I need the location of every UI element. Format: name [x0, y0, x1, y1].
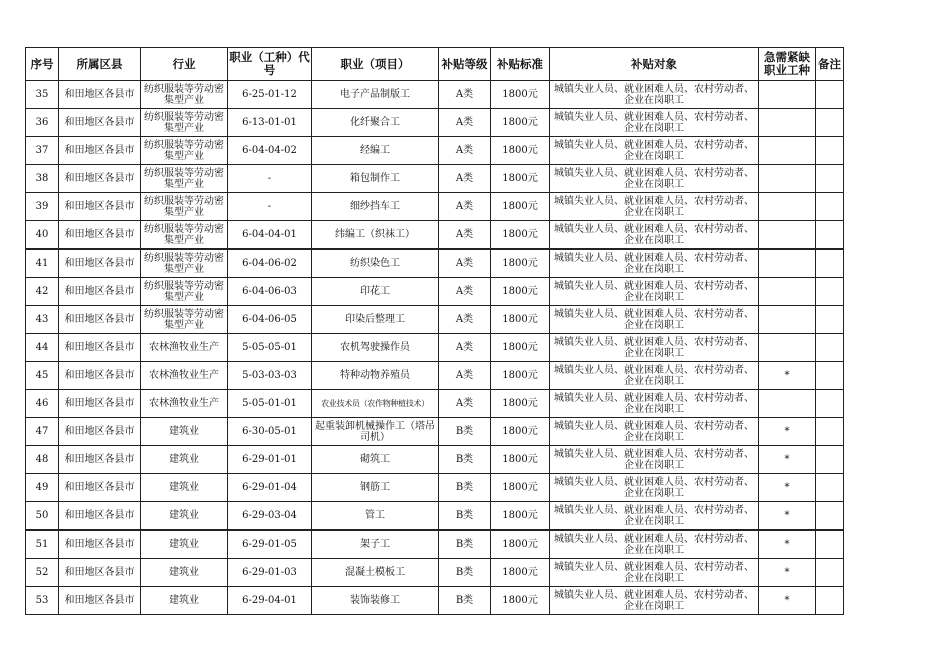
cell-occupation: 架子工 — [312, 530, 439, 559]
cell-remark — [816, 221, 844, 250]
cell-standard: 1800元 — [491, 390, 550, 418]
header-remark: 备注 — [816, 48, 844, 81]
cell-occupation: 纬编工（织袜工） — [312, 221, 439, 250]
cell-standard: 1800元 — [491, 165, 550, 193]
cell-standard: 1800元 — [491, 109, 550, 137]
cell-level: B类 — [439, 587, 491, 615]
cell-remark — [816, 249, 844, 278]
cell-level: A类 — [439, 165, 491, 193]
cell-target: 城镇失业人员、就业困难人员、农村劳动者、企业在岗职工 — [550, 306, 759, 334]
cell-occupation: 电子产品制版工 — [312, 81, 439, 109]
cell-target: 城镇失业人员、就业困难人员、农村劳动者、企业在岗职工 — [550, 249, 759, 278]
cell-industry: 纺织服装等劳动密集型产业 — [141, 278, 228, 306]
cell-seq: 43 — [26, 306, 59, 334]
cell-industry: 纺织服装等劳动密集型产业 — [141, 193, 228, 221]
cell-industry: 纺织服装等劳动密集型产业 — [141, 249, 228, 278]
cell-target: 城镇失业人员、就业困难人员、农村劳动者、企业在岗职工 — [550, 81, 759, 109]
cell-urgent — [759, 278, 816, 306]
cell-occupation: 钢筋工 — [312, 474, 439, 502]
cell-seq: 39 — [26, 193, 59, 221]
cell-region: 和田地区各县市 — [59, 165, 141, 193]
cell-occupation: 特种动物养殖员 — [312, 362, 439, 390]
cell-industry: 纺织服装等劳动密集型产业 — [141, 137, 228, 165]
cell-remark — [816, 362, 844, 390]
cell-region: 和田地区各县市 — [59, 446, 141, 474]
cell-target: 城镇失业人员、就业困难人员、农村劳动者、企业在岗职工 — [550, 109, 759, 137]
cell-code: 5-05-01-01 — [228, 390, 312, 418]
cell-seq: 42 — [26, 278, 59, 306]
cell-level: A类 — [439, 249, 491, 278]
cell-standard: 1800元 — [491, 446, 550, 474]
cell-remark — [816, 446, 844, 474]
cell-remark — [816, 137, 844, 165]
cell-industry: 农林渔牧业生产 — [141, 362, 228, 390]
cell-seq: 36 — [26, 109, 59, 137]
table-row — [26, 530, 844, 559]
cell-occupation: 农业技术员（农作物种植技术） — [312, 390, 439, 418]
table-row — [26, 502, 844, 531]
cell-occupation: 经编工 — [312, 137, 439, 165]
cell-industry: 纺织服装等劳动密集型产业 — [141, 306, 228, 334]
table-row — [26, 334, 844, 362]
cell-level: A类 — [439, 390, 491, 418]
header-industry: 行业 — [141, 48, 228, 81]
cell-seq: 46 — [26, 390, 59, 418]
cell-target: 城镇失业人员、就业困难人员、农村劳动者、企业在岗职工 — [550, 221, 759, 250]
cell-urgent — [759, 221, 816, 250]
cell-level: B类 — [439, 418, 491, 446]
cell-level: A类 — [439, 109, 491, 137]
table-row — [26, 306, 844, 334]
header-urgent: 急需紧缺职业工种 — [759, 48, 816, 81]
table-row — [26, 193, 844, 221]
cell-target: 城镇失业人员、就业困难人员、农村劳动者、企业在岗职工 — [550, 587, 759, 615]
cell-target: 城镇失业人员、就业困难人员、农村劳动者、企业在岗职工 — [550, 390, 759, 418]
cell-industry: 建筑业 — [141, 587, 228, 615]
cell-seq: 51 — [26, 530, 59, 559]
cell-industry: 建筑业 — [141, 559, 228, 587]
cell-code: 6-30-05-01 — [228, 418, 312, 446]
cell-code: - — [228, 193, 312, 221]
cell-target: 城镇失业人员、就业困难人员、农村劳动者、企业在岗职工 — [550, 165, 759, 193]
cell-target: 城镇失业人员、就业困难人员、农村劳动者、企业在岗职工 — [550, 502, 759, 531]
cell-remark — [816, 418, 844, 446]
cell-occupation: 纺织染色工 — [312, 249, 439, 278]
cell-urgent — [759, 334, 816, 362]
cell-standard: 1800元 — [491, 530, 550, 559]
cell-level: B类 — [439, 502, 491, 531]
cell-region: 和田地区各县市 — [59, 474, 141, 502]
cell-standard: 1800元 — [491, 362, 550, 390]
cell-industry: 纺织服装等劳动密集型产业 — [141, 109, 228, 137]
cell-remark — [816, 390, 844, 418]
cell-occupation: 印染后整理工 — [312, 306, 439, 334]
cell-urgent — [759, 249, 816, 278]
table-row — [26, 109, 844, 137]
cell-seq: 37 — [26, 137, 59, 165]
cell-industry: 建筑业 — [141, 418, 228, 446]
table-row — [26, 221, 844, 250]
cell-urgent: * — [759, 362, 816, 390]
cell-region: 和田地区各县市 — [59, 362, 141, 390]
cell-urgent: * — [759, 530, 816, 559]
header-code: 职业（工种）代号 — [228, 48, 312, 81]
cell-code: 6-29-01-03 — [228, 559, 312, 587]
cell-remark — [816, 530, 844, 559]
cell-seq: 50 — [26, 502, 59, 531]
cell-occupation: 砌筑工 — [312, 446, 439, 474]
cell-remark — [816, 165, 844, 193]
cell-standard: 1800元 — [491, 559, 550, 587]
cell-region: 和田地区各县市 — [59, 502, 141, 531]
cell-region: 和田地区各县市 — [59, 334, 141, 362]
table-row — [26, 249, 844, 278]
cell-standard: 1800元 — [491, 81, 550, 109]
cell-region: 和田地区各县市 — [59, 193, 141, 221]
cell-code: 6-29-01-01 — [228, 446, 312, 474]
cell-occupation: 印花工 — [312, 278, 439, 306]
cell-remark — [816, 306, 844, 334]
cell-level: B类 — [439, 446, 491, 474]
cell-industry: 建筑业 — [141, 530, 228, 559]
cell-standard: 1800元 — [491, 249, 550, 278]
table-row — [26, 446, 844, 474]
cell-standard: 1800元 — [491, 587, 550, 615]
cell-level: A类 — [439, 221, 491, 250]
cell-code: 6-29-04-01 — [228, 587, 312, 615]
cell-urgent — [759, 137, 816, 165]
cell-code: 5-05-05-01 — [228, 334, 312, 362]
cell-seq: 49 — [26, 474, 59, 502]
cell-target: 城镇失业人员、就业困难人员、农村劳动者、企业在岗职工 — [550, 362, 759, 390]
cell-occupation: 起重装卸机械操作工（塔吊司机） — [312, 418, 439, 446]
cell-region: 和田地区各县市 — [59, 109, 141, 137]
cell-region: 和田地区各县市 — [59, 221, 141, 250]
cell-urgent: * — [759, 559, 816, 587]
cell-urgent — [759, 193, 816, 221]
cell-level: B类 — [439, 474, 491, 502]
cell-urgent — [759, 81, 816, 109]
cell-code: 6-25-01-12 — [228, 81, 312, 109]
cell-target: 城镇失业人员、就业困难人员、农村劳动者、企业在岗职工 — [550, 446, 759, 474]
cell-target: 城镇失业人员、就业困难人员、农村劳动者、企业在岗职工 — [550, 474, 759, 502]
cell-remark — [816, 278, 844, 306]
cell-target: 城镇失业人员、就业困难人员、农村劳动者、企业在岗职工 — [550, 278, 759, 306]
cell-remark — [816, 81, 844, 109]
cell-urgent: * — [759, 502, 816, 531]
cell-code: - — [228, 165, 312, 193]
table-row — [26, 362, 844, 390]
cell-seq: 38 — [26, 165, 59, 193]
cell-target: 城镇失业人员、就业困难人员、农村劳动者、企业在岗职工 — [550, 418, 759, 446]
cell-remark — [816, 474, 844, 502]
cell-urgent: * — [759, 446, 816, 474]
cell-level: A类 — [439, 81, 491, 109]
cell-seq: 48 — [26, 446, 59, 474]
cell-code: 6-04-06-03 — [228, 278, 312, 306]
cell-urgent: * — [759, 474, 816, 502]
cell-remark — [816, 587, 844, 615]
cell-level: A类 — [439, 278, 491, 306]
header-standard: 补贴标准 — [491, 48, 550, 81]
cell-occupation: 细纱挡车工 — [312, 193, 439, 221]
cell-urgent — [759, 109, 816, 137]
cell-seq: 41 — [26, 249, 59, 278]
table-row — [26, 559, 844, 587]
cell-target: 城镇失业人员、就业困难人员、农村劳动者、企业在岗职工 — [550, 530, 759, 559]
cell-standard: 1800元 — [491, 502, 550, 531]
table-row — [26, 474, 844, 502]
cell-code: 6-13-01-01 — [228, 109, 312, 137]
cell-level: B类 — [439, 530, 491, 559]
cell-target: 城镇失业人员、就业困难人员、农村劳动者、企业在岗职工 — [550, 137, 759, 165]
subsidy-table — [25, 47, 844, 615]
cell-standard: 1800元 — [491, 334, 550, 362]
cell-urgent — [759, 390, 816, 418]
cell-occupation: 化纤聚合工 — [312, 109, 439, 137]
header-seq: 序号 — [26, 48, 59, 81]
cell-standard: 1800元 — [491, 137, 550, 165]
header-row — [26, 48, 844, 81]
cell-seq: 53 — [26, 587, 59, 615]
cell-level: B类 — [439, 559, 491, 587]
cell-urgent: * — [759, 587, 816, 615]
cell-occupation: 混凝土模板工 — [312, 559, 439, 587]
cell-remark — [816, 502, 844, 531]
cell-standard: 1800元 — [491, 278, 550, 306]
header-region: 所属区县 — [59, 48, 141, 81]
cell-industry: 农林渔牧业生产 — [141, 390, 228, 418]
cell-occupation: 箱包制作工 — [312, 165, 439, 193]
table-row — [26, 165, 844, 193]
cell-region: 和田地区各县市 — [59, 137, 141, 165]
header-level: 补贴等级 — [439, 48, 491, 81]
table-row — [26, 278, 844, 306]
cell-standard: 1800元 — [491, 474, 550, 502]
table-row — [26, 587, 844, 615]
cell-standard: 1800元 — [491, 418, 550, 446]
cell-standard: 1800元 — [491, 306, 550, 334]
cell-region: 和田地区各县市 — [59, 249, 141, 278]
cell-region: 和田地区各县市 — [59, 278, 141, 306]
cell-region: 和田地区各县市 — [59, 587, 141, 615]
header-occupation: 职业（项目） — [312, 48, 439, 81]
cell-target: 城镇失业人员、就业困难人员、农村劳动者、企业在岗职工 — [550, 559, 759, 587]
cell-code: 5-03-03-03 — [228, 362, 312, 390]
cell-level: A类 — [439, 306, 491, 334]
table-row — [26, 137, 844, 165]
cell-remark — [816, 193, 844, 221]
cell-industry: 纺织服装等劳动密集型产业 — [141, 81, 228, 109]
cell-region: 和田地区各县市 — [59, 559, 141, 587]
cell-code: 6-04-06-02 — [228, 249, 312, 278]
cell-code: 6-04-06-05 — [228, 306, 312, 334]
cell-target: 城镇失业人员、就业困难人员、农村劳动者、企业在岗职工 — [550, 334, 759, 362]
cell-code: 6-04-04-01 — [228, 221, 312, 250]
cell-seq: 52 — [26, 559, 59, 587]
cell-urgent — [759, 165, 816, 193]
cell-remark — [816, 334, 844, 362]
cell-level: A类 — [439, 137, 491, 165]
cell-code: 6-29-01-05 — [228, 530, 312, 559]
cell-region: 和田地区各县市 — [59, 390, 141, 418]
table-row — [26, 390, 844, 418]
table-row — [26, 81, 844, 109]
cell-region: 和田地区各县市 — [59, 530, 141, 559]
cell-seq: 44 — [26, 334, 59, 362]
cell-region: 和田地区各县市 — [59, 418, 141, 446]
cell-occupation: 装饰装修工 — [312, 587, 439, 615]
cell-standard: 1800元 — [491, 193, 550, 221]
table-row — [26, 418, 844, 446]
cell-level: A类 — [439, 334, 491, 362]
cell-remark — [816, 559, 844, 587]
cell-code: 6-04-04-02 — [228, 137, 312, 165]
cell-industry: 建筑业 — [141, 446, 228, 474]
cell-industry: 建筑业 — [141, 474, 228, 502]
cell-industry: 建筑业 — [141, 502, 228, 531]
cell-occupation: 管工 — [312, 502, 439, 531]
cell-occupation: 农机驾驶操作员 — [312, 334, 439, 362]
cell-level: A类 — [439, 193, 491, 221]
cell-industry: 纺织服装等劳动密集型产业 — [141, 165, 228, 193]
cell-seq: 40 — [26, 221, 59, 250]
cell-remark — [816, 109, 844, 137]
cell-standard: 1800元 — [491, 221, 550, 250]
cell-region: 和田地区各县市 — [59, 81, 141, 109]
cell-industry: 农林渔牧业生产 — [141, 334, 228, 362]
cell-code: 6-29-03-04 — [228, 502, 312, 531]
cell-urgent: * — [759, 418, 816, 446]
header-target: 补贴对象 — [550, 48, 759, 81]
cell-seq: 47 — [26, 418, 59, 446]
cell-target: 城镇失业人员、就业困难人员、农村劳动者、企业在岗职工 — [550, 193, 759, 221]
cell-region: 和田地区各县市 — [59, 306, 141, 334]
cell-seq: 35 — [26, 81, 59, 109]
cell-urgent — [759, 306, 816, 334]
cell-seq: 45 — [26, 362, 59, 390]
cell-code: 6-29-01-04 — [228, 474, 312, 502]
cell-industry: 纺织服装等劳动密集型产业 — [141, 221, 228, 250]
cell-level: A类 — [439, 362, 491, 390]
